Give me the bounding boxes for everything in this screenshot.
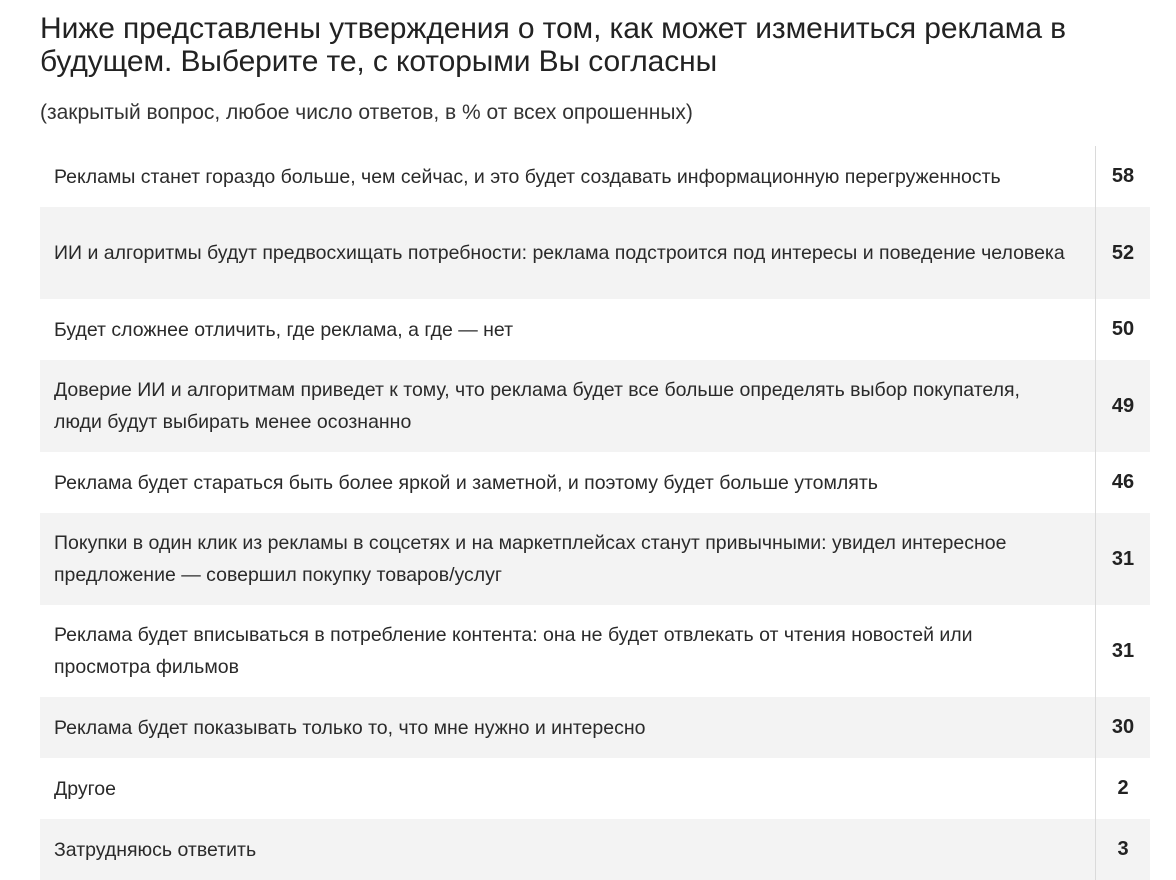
table-row xyxy=(40,299,1150,360)
row-value: 31 xyxy=(1095,513,1150,605)
table-row xyxy=(40,758,1150,819)
row-value: 46 xyxy=(1095,452,1150,513)
row-value: 50 xyxy=(1095,299,1150,360)
table-row xyxy=(40,207,1150,299)
row-value: 31 xyxy=(1095,605,1150,697)
table-row xyxy=(40,513,1150,605)
table-row xyxy=(40,697,1150,758)
row-label: Затрудняюсь ответить xyxy=(54,838,257,861)
row-value: 49 xyxy=(1095,360,1150,452)
results-table xyxy=(40,146,1150,880)
header xyxy=(40,12,1150,126)
row-label: Реклама будет показывать только то, что мне нужно и интересно xyxy=(54,716,646,739)
table-row xyxy=(40,819,1150,880)
row-value: 30 xyxy=(1095,697,1150,758)
table-row xyxy=(40,360,1150,452)
page-title: Ниже представлены утверждения о том, как может измениться реклама в будущем. Выберите те, с которыми Вы согласны xyxy=(40,12,1066,78)
row-label: Рекламы станет гораздо больше, чем сейчас, и это будет создавать информационную перегруженность xyxy=(54,165,1001,188)
row-label: Доверие ИИ и алгоритмам приведет к тому, что реклама будет все больше определять выбор покупателя, люди будут выбирать менее осознанно xyxy=(54,379,1020,433)
row-label: ИИ и алгоритмы будут предвосхищать потребности: реклама подстроится под интересы и поведение человека xyxy=(54,242,1065,264)
row-label: Реклама будет вписываться в потребление контента: она не будет отвлекать от чтения новостей или просмотра фильмов xyxy=(54,624,973,678)
row-value: 58 xyxy=(1095,146,1150,207)
row-label: Будет сложнее отличить, где реклама, а где — нет xyxy=(54,318,514,341)
row-value: 52 xyxy=(1095,207,1150,299)
row-label: Реклама будет стараться быть более яркой и заметной, и поэтому будет больше утомлять xyxy=(54,471,878,494)
table-row xyxy=(40,452,1150,513)
row-label: Покупки в один клик из рекламы в соцсетях и на маркетплейсах станут привычными: увидел интересное предложение — совершил покупку товаров/услуг xyxy=(54,532,1007,586)
table-row xyxy=(40,605,1150,697)
row-value: 2 xyxy=(1095,758,1150,819)
row-value: 3 xyxy=(1095,819,1150,880)
page-subtitle: (закрытый вопрос, любое число ответов, в % от всех опрошенных) xyxy=(40,101,693,124)
row-label: Другое xyxy=(54,777,116,800)
table-row xyxy=(40,146,1150,207)
